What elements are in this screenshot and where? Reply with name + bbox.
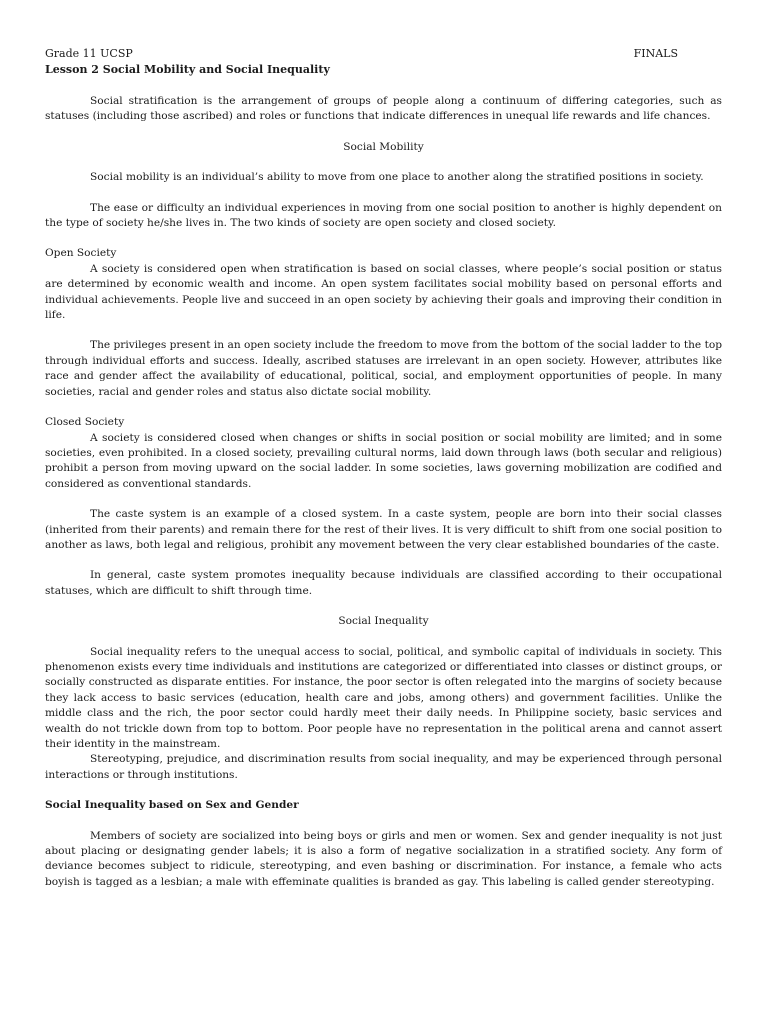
- heading-sex-gender: Social Inequality based on Sex and Gender: [45, 799, 299, 812]
- heading-closed-society: Closed Society: [45, 416, 125, 429]
- heading-social-mobility: Social Mobility: [343, 140, 424, 153]
- mobility-paragraph-1: Social mobility is an individual’s ability to move from one place to another along the stratified positions in society.: [90, 171, 704, 184]
- inequality-paragraph-2: Stereotyping, prejudice, and discrimination results from social inequality, and may be experienced through personal interactions or through institutions.: [45, 753, 722, 781]
- closed-society-paragraph-2: The caste system is an example of a closed system. In a caste system, people are born into their social classes (inherited from their parents) and remain there for the rest of their lives. It is very difficult to shift from one social position to another as laws, both legal and religious, prohibit any movement between the very clear established boundaries of the caste.: [45, 508, 722, 551]
- document-body: [45, 94, 722, 890]
- mobility-paragraph-2: The ease or difficulty an individual experiences in moving from one social position to another is highly dependent on the type of society he/she lives in. The two kinds of society are open society and closed society.: [45, 201, 722, 230]
- open-society-paragraph-2: The privileges present in an open society include the freedom to move from the bottom of the social ladder to the top through individual efforts and success. Ideally, ascribed statuses are irrelevant in an open society. However, attributes like race and gender affect the availability of educational, political, social, and employment opportunities of people. In many societies, racial and gender roles and status also dictate social mobility.: [45, 339, 722, 398]
- closed-society-paragraph-1: A society is considered closed when changes or shifts in social position or social mobility are limited; and in some societies, even prohibited. In a closed society, prevailing cultural norms, laid down through laws (both secular and religious) prohibit a person from moving upward on the social ladder. In some societies, laws governing mobilization are codified and considered as conventional standards.: [45, 431, 722, 490]
- heading-open-society: Open Society: [45, 247, 117, 260]
- intro-paragraph: Social stratification is the arrangement of groups of people along a continuum of differing categories, such as statuses (including those ascribed) and roles or functions that indicate differences in unequal life rewards and life chances.: [45, 95, 722, 123]
- lesson-title: Lesson 2 Social Mobility and Social Inequality: [45, 63, 330, 76]
- closed-society-paragraph-3: In general, caste system promotes inequality because individuals are classified according to their occupational statuses, which are difficult to shift through time.: [45, 569, 722, 597]
- open-society-paragraph-1: A society is considered open when stratification is based on social classes, where people’s social position or status are determined by economic wealth and income. An open system facilitates social mobility based on personal efforts and individual achievements. People live and succeed in an open society by achieving their goals and improving their condition in life.: [45, 262, 722, 322]
- gender-paragraph-1: Members of society are socialized into being boys or girls and men or women. Sex and gender inequality is not just about placing or designating gender labels; it is also a form of negative socialization in a stratified society. Any form of deviance becomes subject to ridicule, stereotyping, and even bashing or discrimination. For instance, a female who acts boyish is tagged as a lesbian; a male with effeminate qualities is branded as gay. This labeling is called gender stereotyping.: [45, 829, 722, 888]
- course-label: Grade 11 UCSP: [45, 47, 133, 60]
- term-label: FINALS: [633, 47, 678, 60]
- inequality-paragraph-1: Social inequality refers to the unequal access to social, political, and symbolic capital of individuals in society. This phenomenon exists every time individuals and institutions are categorized or differentiated into classes or distinct groups, or socially constructed as disparate entities. For instance, the poor sector is often relegated into the margins of society because they lack access to basic services (education, health care and jobs, among others) and government facilities. Unlike the middle class and the rich, the poor sector could hardly meet their daily needs. In Philippine society, basic services and wealth do not trickle down from top to bottom. Poor people have no representation in the political arena and cannot assert their identity in the mainstream.: [45, 645, 722, 750]
- heading-social-inequality: Social Inequality: [338, 615, 429, 628]
